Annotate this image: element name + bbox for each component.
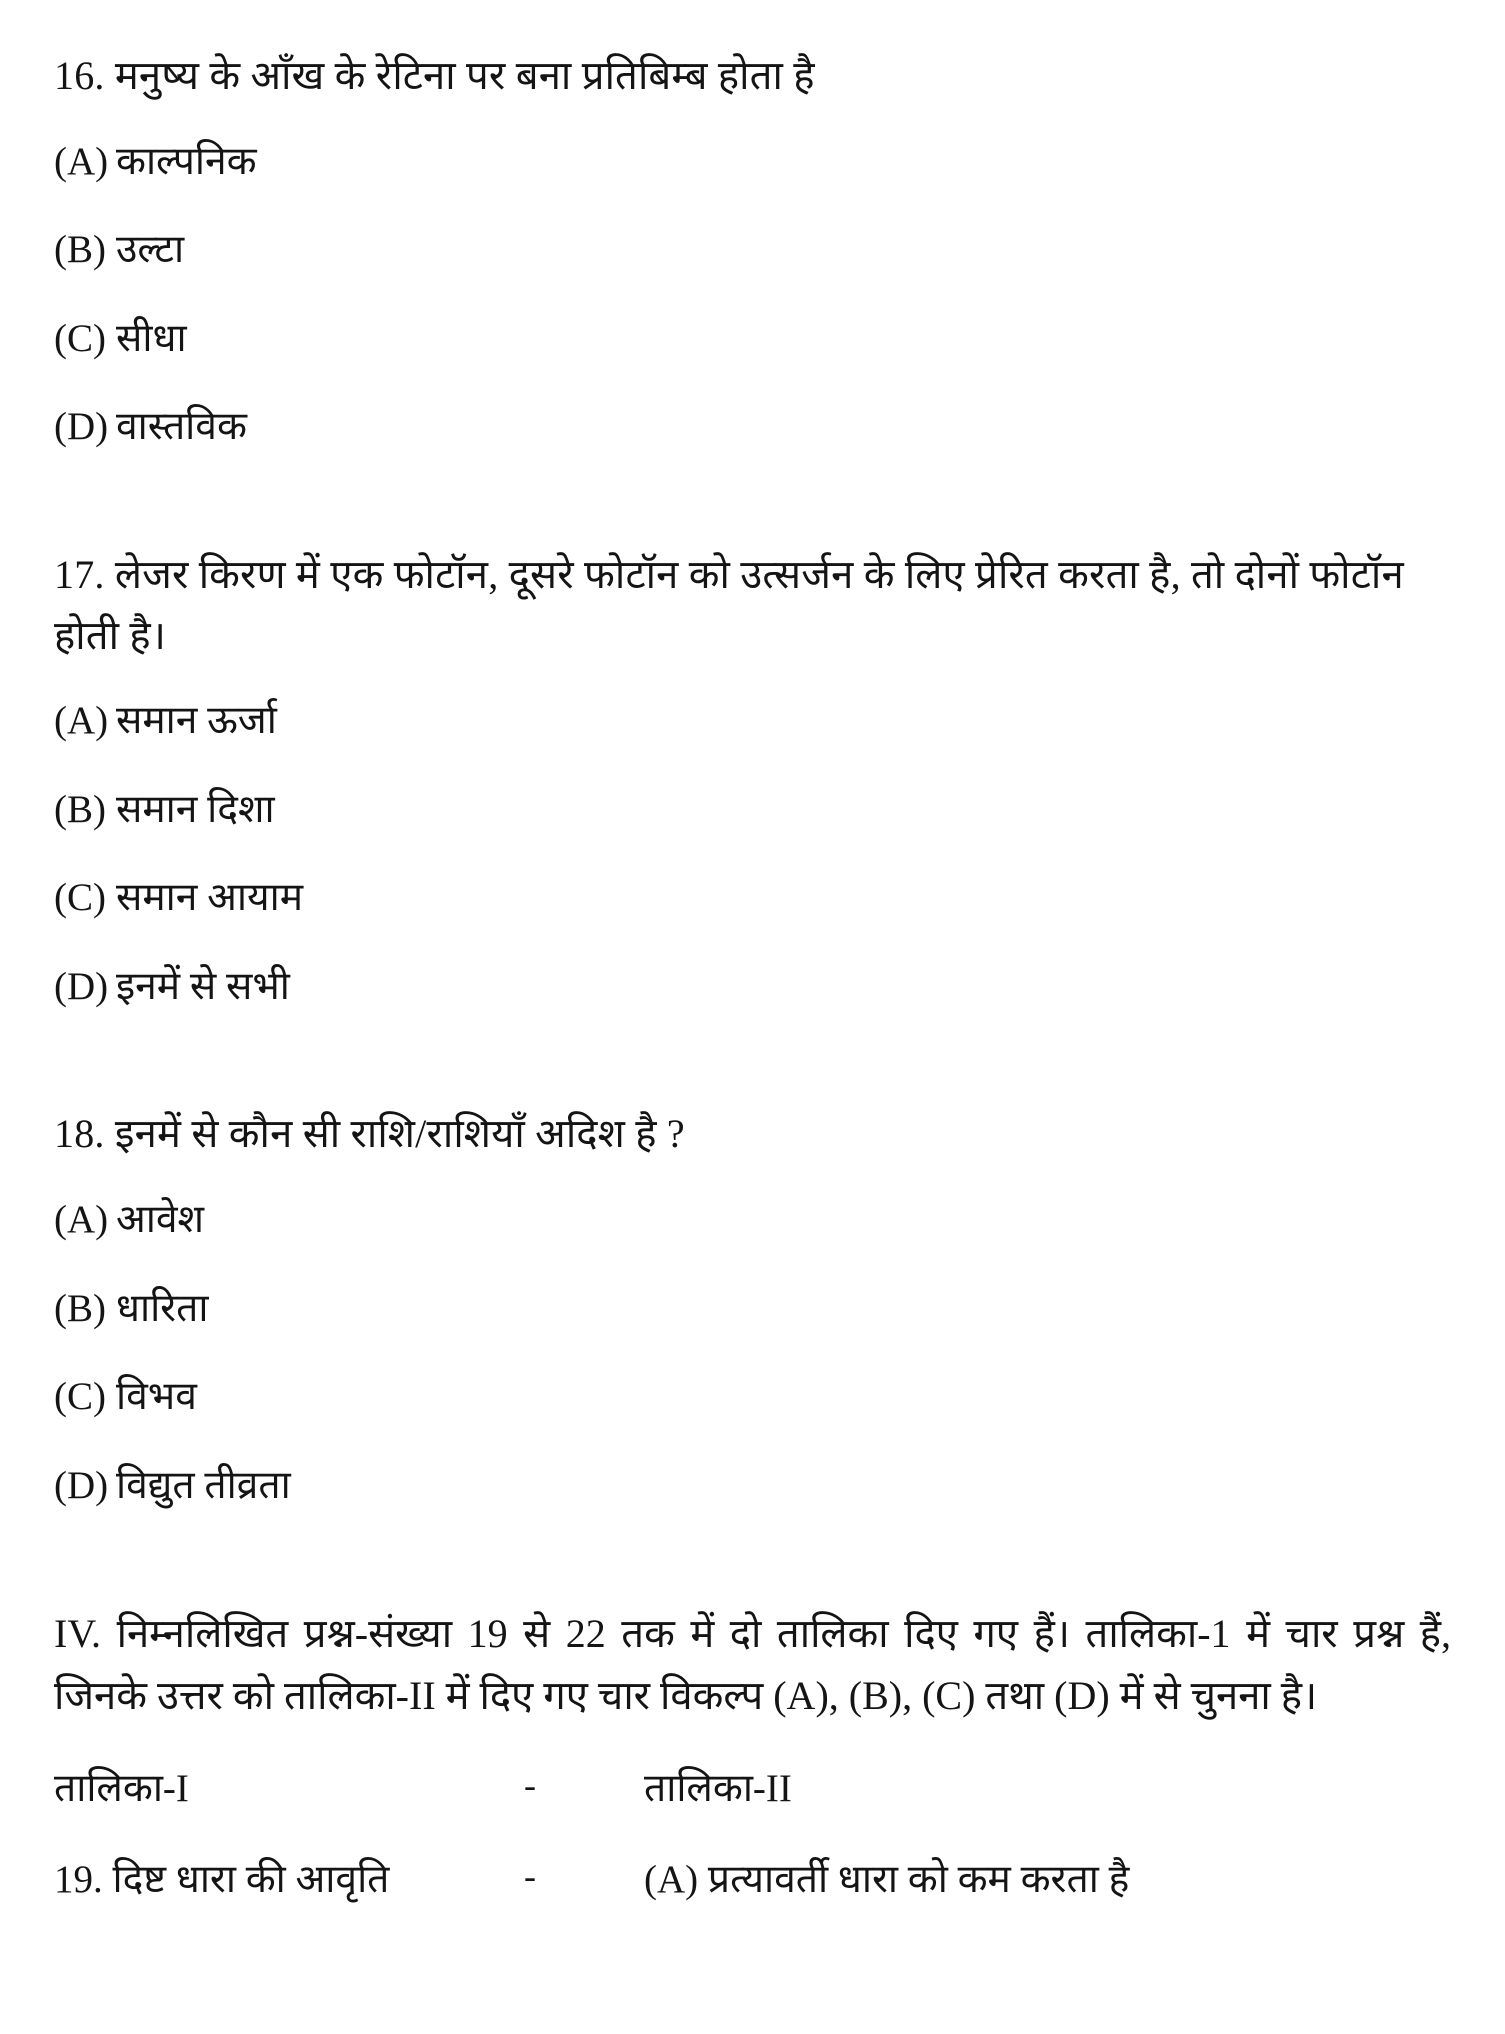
- question-16-option-a[interactable]: [54, 133, 1451, 192]
- instruction-text: निम्नलिखित प्रश्न-संख्या 19 से 22 तक में दो तालिका दिए गए हैं। तालिका-1 में चार प्रश्न हैं, जिनके उत्तर को तालिका-II में दिए गए चार विकल्प (A), (B), (C) तथा (D) में से चुनना है।: [54, 1611, 1452, 1719]
- question-16: [54, 46, 1451, 457]
- question-18-text: इनमें से कौन सी राशि/राशियाँ अदिश है ?: [114, 1111, 685, 1157]
- option-text: धारिता: [116, 1286, 209, 1330]
- question-18-number: 18.: [54, 1111, 105, 1157]
- question-18-option-b[interactable]: [54, 1280, 1451, 1339]
- option-text: सीधा: [116, 316, 187, 360]
- option-tag: (D): [54, 405, 109, 449]
- question-18-option-d[interactable]: [54, 1457, 1451, 1516]
- question-18-option-c[interactable]: [54, 1368, 1451, 1427]
- instruction-marker: IV.: [54, 1611, 102, 1657]
- option-text: काल्पनिक: [116, 139, 257, 183]
- table-2-heading: तालिका-II: [644, 1767, 792, 1811]
- question-17-option-b[interactable]: [54, 781, 1451, 840]
- option-text: इनमें से सभी: [116, 964, 290, 1008]
- question-17-option-a[interactable]: [54, 692, 1451, 751]
- option-text: आवेश: [116, 1198, 205, 1242]
- question-17-option-c[interactable]: [54, 869, 1451, 928]
- matching-option-tag: (A): [644, 1857, 699, 1901]
- table-1-heading: तालिका-I: [54, 1767, 189, 1811]
- option-tag: (A): [54, 1198, 109, 1242]
- option-text: विभव: [116, 1375, 197, 1419]
- option-text: समान दिशा: [116, 787, 275, 831]
- option-tag: (A): [54, 139, 109, 183]
- option-text: विद्युत तीव्रता: [116, 1463, 291, 1507]
- option-text: समान आयाम: [116, 876, 304, 920]
- matching-option-text: प्रत्यावर्ती धारा को कम करता है: [707, 1857, 1130, 1901]
- matching-row-19-text: दिष्ट धारा की आवृति: [112, 1857, 390, 1901]
- question-16-option-d[interactable]: [54, 398, 1451, 457]
- option-text: उल्टा: [116, 228, 185, 272]
- instruction-paragraph-iv: [54, 1603, 1451, 1727]
- dash-separator: -: [524, 1765, 536, 1806]
- option-tag: (B): [54, 787, 106, 831]
- header-dash: [524, 1761, 644, 1852]
- matching-row-19-left: [54, 1852, 524, 1943]
- matching-table-header-row: [54, 1761, 1451, 1852]
- question-18: [54, 1104, 1451, 1515]
- question-16-stem: [54, 46, 1451, 107]
- option-tag: (C): [54, 1375, 106, 1419]
- question-16-number: 16.: [54, 53, 105, 98]
- question-17-text: लेजर किरण में एक फोटॉन, दूसरे फोटॉन को उत्सर्जन के लिए प्रेरित करता है, तो दोनों फोटॉन होती है।: [54, 551, 1404, 658]
- option-text: वास्तविक: [116, 405, 247, 449]
- question-17-number: 17.: [54, 551, 105, 597]
- option-tag: (A): [54, 699, 109, 743]
- matching-row-19-dash: [524, 1852, 644, 1943]
- question-16-option-c[interactable]: [54, 310, 1451, 369]
- question-18-option-a[interactable]: [54, 1191, 1451, 1250]
- question-16-option-b[interactable]: [54, 221, 1451, 280]
- question-17-option-d[interactable]: [54, 958, 1451, 1017]
- question-17-stem: [54, 545, 1451, 667]
- question-16-text: मनुष्य के आँख के रेटिना पर बना प्रतिबिम्ब होता है: [114, 53, 815, 98]
- matching-row-19-number: 19.: [54, 1857, 103, 1901]
- dash-separator: -: [524, 1855, 536, 1896]
- table-row: [54, 1852, 1451, 1943]
- question-18-stem: [54, 1104, 1451, 1165]
- option-tag: (D): [54, 1463, 109, 1507]
- matching-row-19-right[interactable]: [644, 1852, 1451, 1943]
- matching-table: [54, 1761, 1451, 1942]
- option-tag: (D): [54, 964, 109, 1008]
- option-tag: (C): [54, 876, 106, 920]
- question-17: [54, 545, 1451, 1017]
- option-tag: (B): [54, 1286, 106, 1330]
- option-text: समान ऊर्जा: [116, 699, 277, 743]
- option-tag: (C): [54, 316, 106, 360]
- option-tag: (B): [54, 228, 106, 272]
